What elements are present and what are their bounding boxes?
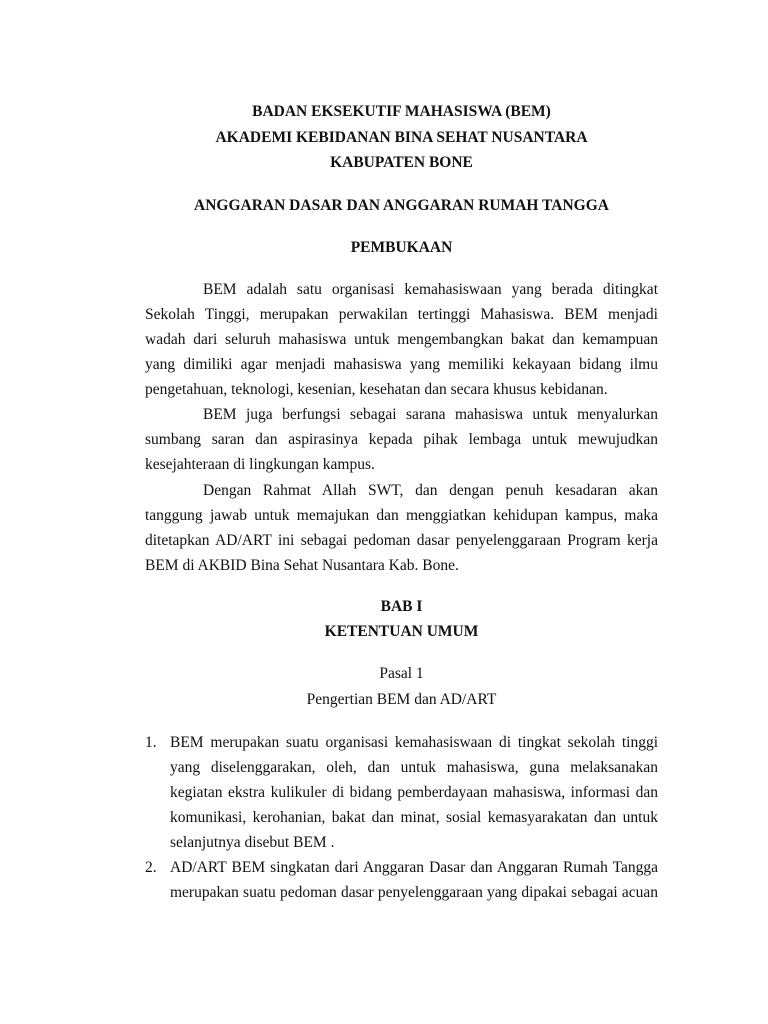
header-line-3: KABUPATEN BONE	[330, 154, 473, 171]
preamble-line: BEM juga berfungsi sebagai sarana mahasiswa untuk menyalurkan	[203, 406, 658, 423]
preamble-line: BEM adalah satu organisasi kemahasiswaan yang berada ditingkat	[203, 281, 658, 298]
chapter-title: KETENTUAN UMUM	[324, 623, 479, 640]
list-item-line: AD/ART BEM singkatan dari Anggaran Dasar dan Anggaran Rumah Tangga	[170, 859, 658, 876]
list-item-line: kegiatan ekstra kulikuler di bidang pemberdayaan mahasiswa, informasi dan	[170, 784, 658, 801]
list-item-line: BEM merupakan suatu organisasi kemahasiswaan di tingkat sekolah tinggi	[170, 734, 658, 751]
list-marker: 2.	[145, 859, 157, 876]
preamble-line: Sekolah Tinggi, merupakan perwakilan tertinggi Mahasiswa. BEM menjadi	[145, 306, 658, 323]
preamble-line: yang dimiliki agar menjadi mahasiswa yang memiliki kekayaan bidang ilmu	[145, 356, 658, 373]
preamble-line: sumbang saran dan aspirasinya kepada pihak lembaga untuk mewujudkan	[145, 431, 658, 448]
article-title: Pengertian BEM dan AD/ART	[306, 691, 497, 708]
preamble-heading: PEMBUKAAN	[350, 239, 453, 256]
list-item-line: selanjutnya disebut BEM .	[170, 834, 335, 851]
header-line-2: AKADEMI KEBIDANAN BINA SEHAT NUSANTARA	[215, 129, 588, 146]
preamble-line: kesejahteraan di lingkungan kampus.	[145, 456, 375, 473]
preamble-line: Dengan Rahmat Allah SWT, dan dengan penuh kesadaran akan	[203, 482, 658, 499]
preamble-line: ditetapkan AD/ART ini sebagai pedoman dasar penyelenggaraan Program kerja	[145, 532, 658, 549]
document-title: ANGGARAN DASAR DAN ANGGARAN RUMAH TANGGA	[194, 197, 609, 214]
list-item-line: yang diselenggarakan, oleh, dan untuk mahasiswa, guna melaksanakan	[170, 759, 658, 776]
header-line-1: BADAN EKSEKUTIF MAHASISWA (BEM)	[252, 103, 551, 120]
preamble-line: tanggung jawab untuk memajukan dan menggiatkan kehidupan kampus, maka	[145, 507, 658, 524]
chapter-number: BAB I	[380, 598, 423, 615]
article-number: Pasal 1	[379, 665, 424, 682]
preamble-line: BEM di AKBID Bina Sehat Nusantara Kab. Bone.	[145, 557, 459, 574]
list-item-line: komunikasi, kerohanian, bakat dan minat, sosial kemasyarakatan dan untuk	[170, 809, 658, 826]
preamble-line: wadah dari seluruh mahasiswa untuk mengembangkan bakat dan kemampuan	[145, 331, 658, 348]
list-marker: 1.	[145, 734, 157, 751]
list-item-line: merupakan suatu pedoman dasar penyelenggaraan yang dipakai sebagai acuan	[170, 884, 658, 901]
preamble-line: pengetahuan, teknologi, kesenian, kesehatan dan secara khusus kebidanan.	[145, 381, 608, 398]
